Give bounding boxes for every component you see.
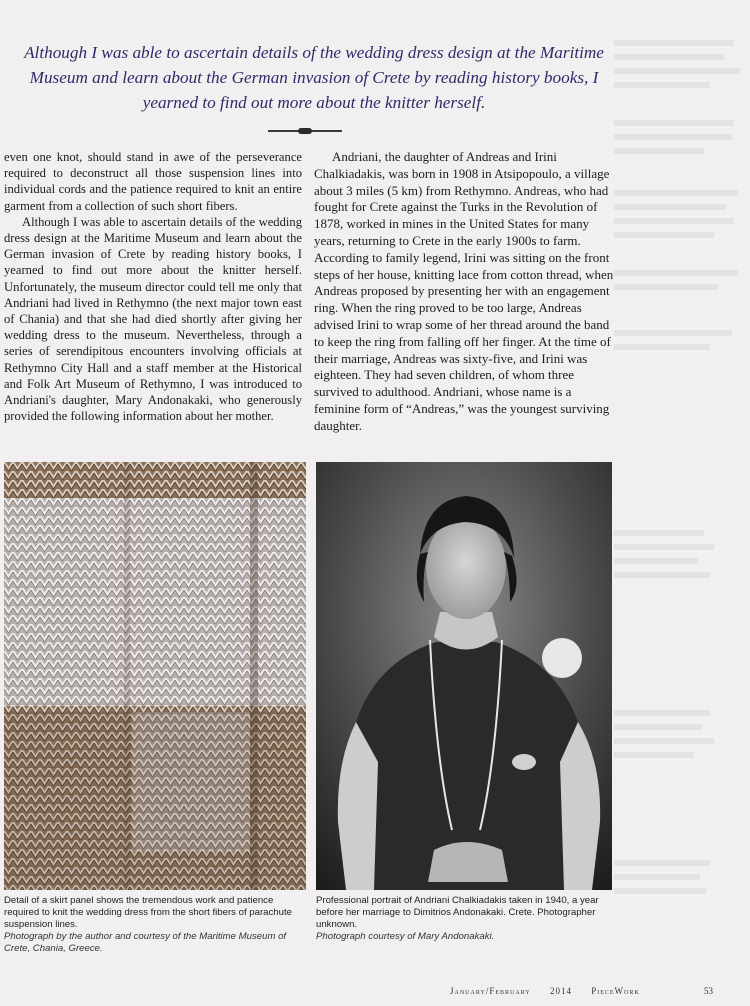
bleed-lines	[610, 30, 750, 970]
left-paragraph-1: even one knot, should stand in awe of the perseverance required to deconstruct all those suspension lines into individual cords and the patience required to knit an entire garment from a collection of such short fibers.	[4, 150, 302, 213]
left-photo-caption	[4, 895, 304, 955]
portrait-photo	[316, 462, 612, 890]
page-number: 53	[704, 986, 713, 996]
footer-issue: January/February	[450, 986, 531, 996]
portrait-image	[316, 462, 612, 890]
right-column	[314, 149, 614, 435]
footer-magazine: PieceWork	[591, 986, 640, 996]
left-column	[4, 149, 302, 424]
knit-texture-image	[4, 462, 306, 890]
bleed-through-texture	[610, 30, 750, 970]
footer-year: 2014	[549, 986, 572, 996]
knit-panel-photo	[4, 462, 306, 890]
right-photo-caption	[316, 895, 606, 943]
right-paragraph-1: Andriani, the daughter of Andreas and Irini Chalkiadakis, was born in 1908 in Atsipopoulo, a village about 3 miles (5 km) from Rethymno. Andreas, who had fought for Crete against the Turks in the Revolution of 1878, worked in mines in the United States for many years, returning to Crete in the early 1900s to farm. According to family legend, Irini was sitting on the front steps of her house, knitting lace from cotton thread, when Andreas proposed by presenting her with an engagement ring. When the ring proved to be too large, Andreas advised Irini to wrap some of her thread around the band to keep the ring from falling off her finger. At the time of their marriage, Andreas was sixty-five, and Irini was eighteen. They had seven children, of whom three survived to adulthood. Andriani, whose name is a feminine form of “Andreas,” was the youngest surviving daughter.	[314, 149, 614, 433]
page-footer	[450, 986, 656, 996]
right-caption-credit: Photograph courtesy of Mary Andonakaki.	[316, 931, 495, 942]
left-caption-credit: Photograph by the author and courtesy of the Maritime Museum of Crete, Chania, Greece.	[4, 931, 287, 954]
left-paragraph-2: Although I was able to ascertain details of the wedding dress design at the Maritime Museum and learn about the German invasion of Crete by reading history books, I yearned to find out more about the knitter herself. Unfortunately, the museum director could tell me only that Andriani had lived in Rethymno (the next major town east of Chania) and that she had died shortly after giving her wedding dress to the museum. Nevertheless, through a series of serendipitous encounters involving officials at Rethymno City Hall and a staff member at the Historical and Folk Art Museum of Rethymno, I was introduced to Andriani's daughter, Mary Andonakaki, who generously provided the following information about her mother.	[4, 214, 302, 424]
left-caption-text: Detail of a skirt panel shows the tremendous work and patience required to knit the wedding dress from the short fibers of parachute suspension lines.	[4, 895, 292, 930]
pull-quote-divider	[268, 130, 342, 132]
pull-quote: Although I was able to ascertain details of the wedding dress design at the Maritime Museum and learn about the German invasion of Crete by reading history books, I yearned to find out more about the knitter herself.	[24, 43, 604, 112]
right-caption-text: Professional portrait of Andriani Chalkiadakis taken in 1940, a year before her marriage to Dimitrios Andonakaki. Crete. Photographer unknown.	[316, 895, 599, 930]
